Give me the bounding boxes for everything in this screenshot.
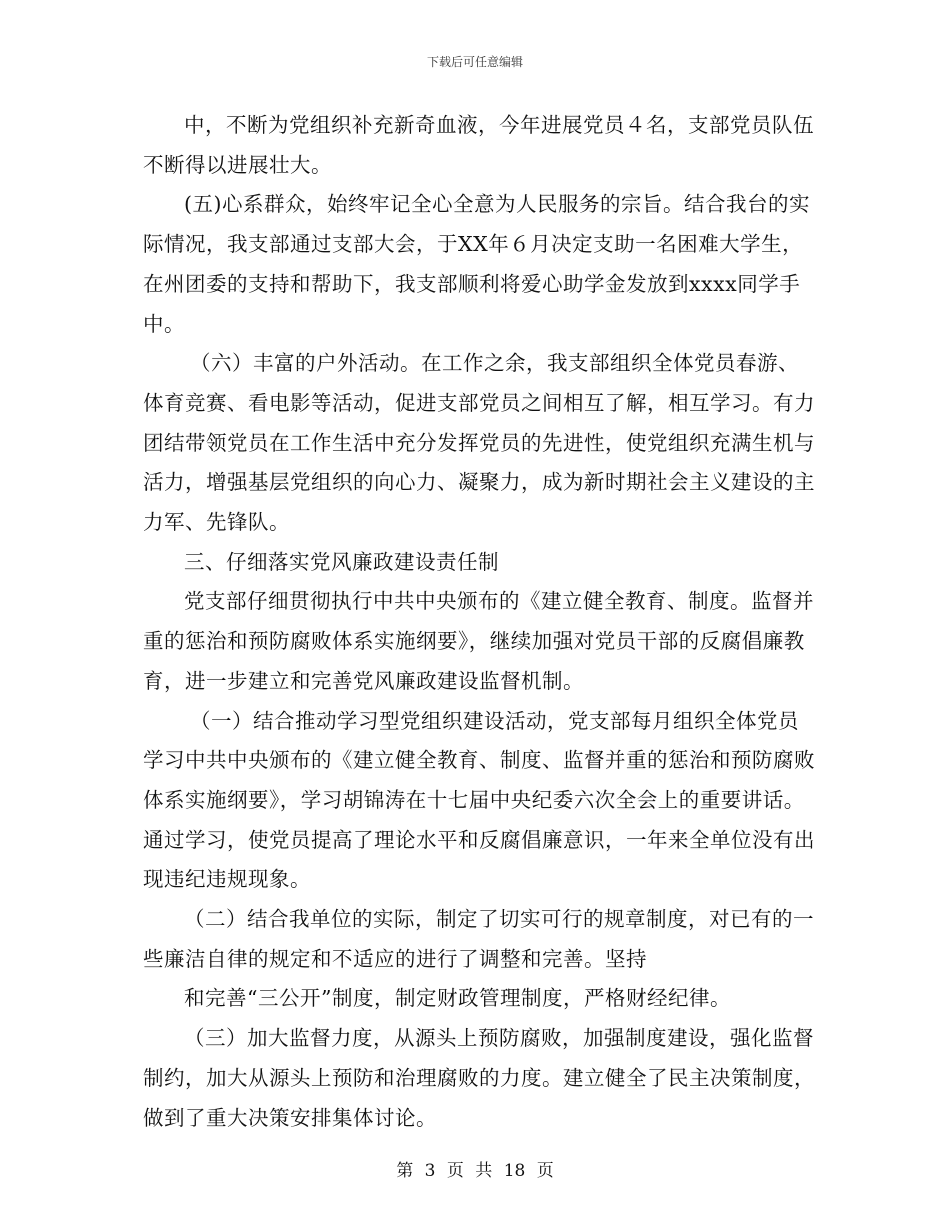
page-header: 下载后可任意编辑 (426, 55, 523, 69)
document-body (143, 106, 818, 1138)
paragraph-8: （三）加大监督力度，从源头上预防腐败，加强制度建设，强化监督制约，加大从源头上预防和治理腐败的力度。建立健全了民主决策制度，做到了重大决策安排集体讨论。 (143, 1026, 815, 1130)
paragraph-6: （二）结合我单位的实际，制定了切实可行的规章制度，对已有的一些廉洁自律的规定和不适应的进行了调整和完善。坚持 (143, 907, 814, 971)
paragraph-7: 和完善“三公开”制度，制定财政管理制度，严格财经纪律。 (184, 986, 731, 1011)
paragraph-1: 中，不断为党组织补充新奇血液，今年进展党员４名，支部党员队伍不断得以进展壮大。 (143, 113, 814, 177)
page-footer: 第 3 页 共 18 页 (396, 1161, 554, 1181)
paragraph-2: (五)心系群众，始终牢记全心全意为人民服务的宗旨。结合我台的实际情况，我支部通过支部大会，于XX年６月决定支助一名困难大学生，在州团委的支持和帮助下，我支部顺利将爱心助学金发放到xxxx同学手中。 (143, 192, 810, 336)
paragraph-3: （六）丰富的户外活动。在工作之余，我支部组织全体党员春游、体育竞赛、看电影等活动，促进支部党员之间相互了解，相互学习。有力团结带领党员在工作生活中充分发挥党员的先进性，使党组织充满生机与活力，增强基层党组织的向心力、凝聚力，成为新时期社会主义建设的主力军、先锋队。 (143, 351, 815, 535)
paragraph-5: （一）结合推动学习型党组织建设活动，党支部每月组织全体党员学习中共中央颁布的《建立健全教育、制度、监督并重的惩治和预防腐败体系实施纲要》，学习胡锦涛在十七届中央纪委六次全会上的重要讲话。通过学习，使党员提高了理论水平和反腐倡廉意识，一年来全单位没有出现违纪违规现象。 (143, 708, 815, 892)
paragraph-4: 党支部仔细贯彻执行中共中央颁布的《建立健全教育、制度。监督并重的惩治和预防腐败体系实施纲要》，继续加强对党员干部的反腐倡廉教育，进一步建立和完善党风廉政建设监督机制。 (143, 589, 814, 693)
section-heading: 三、仔细落实党风廉政建设责任制 (184, 549, 499, 574)
